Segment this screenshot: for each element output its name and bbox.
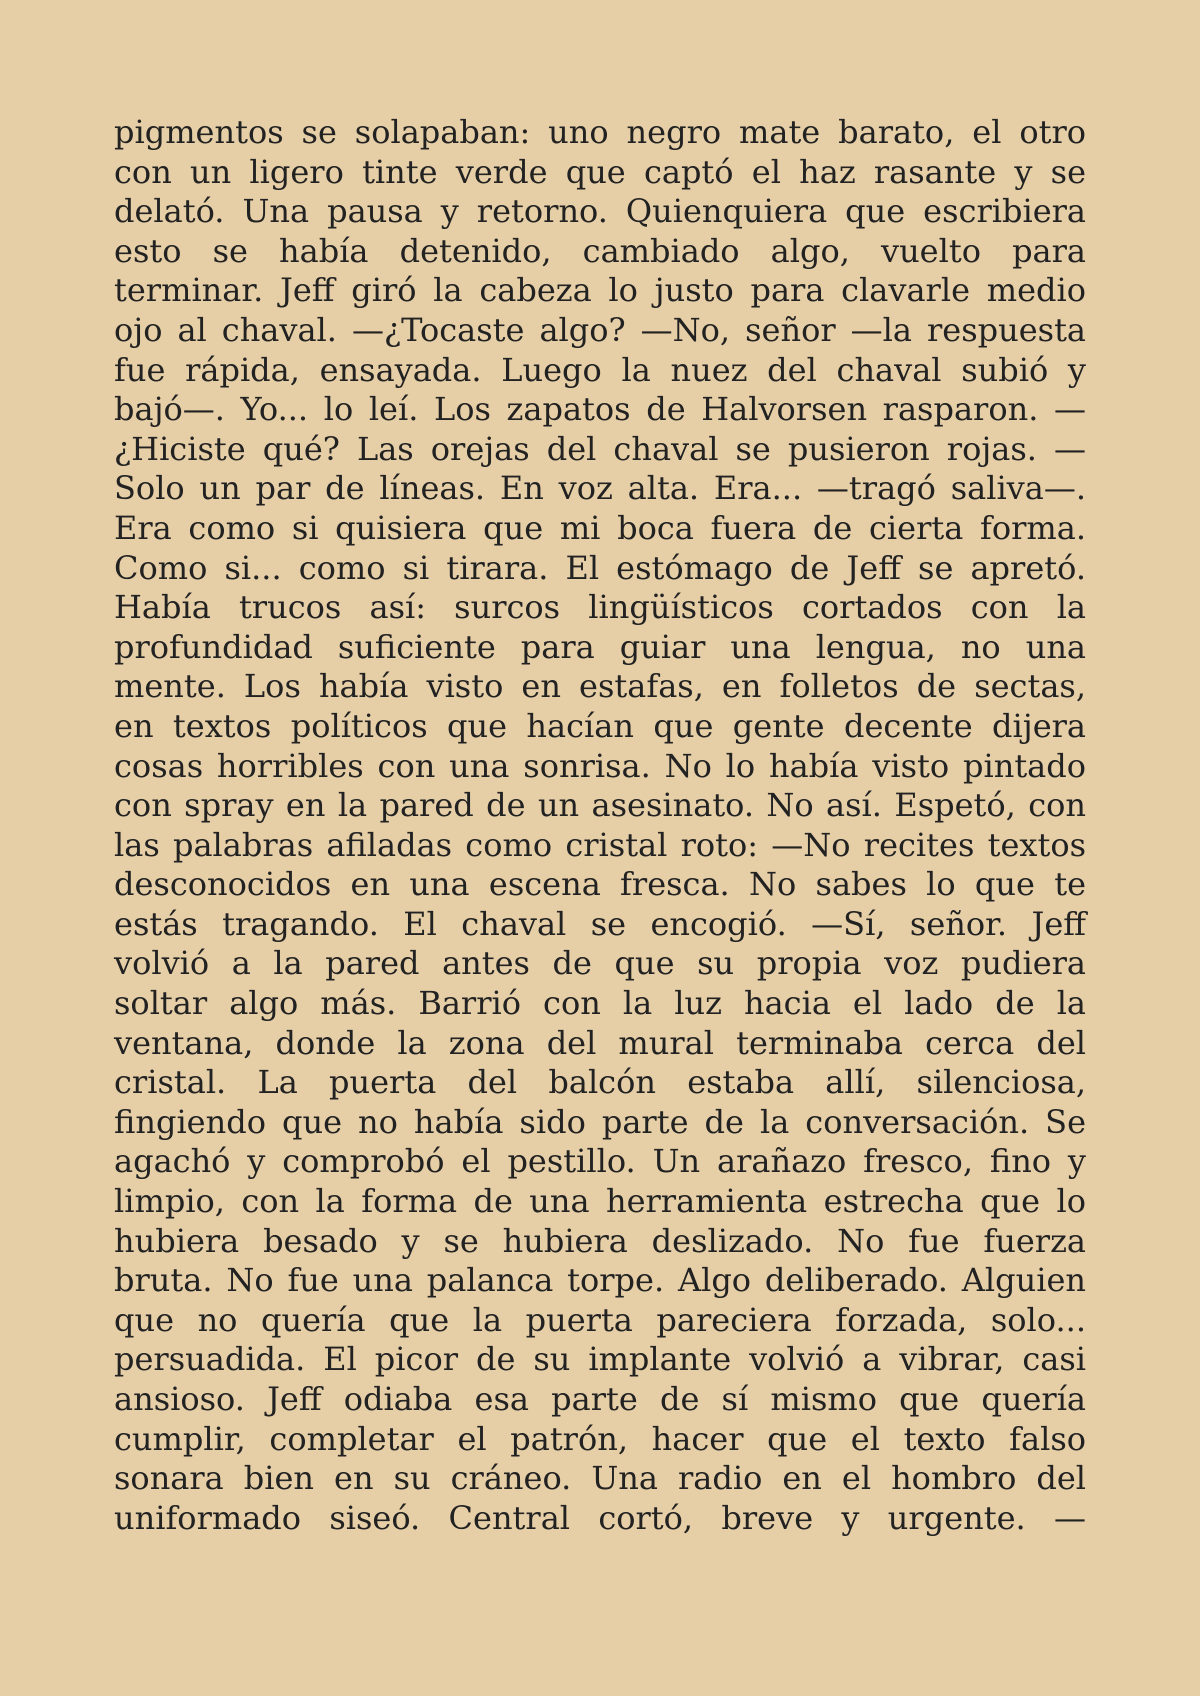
text-line: uniformado siseó. Central cortó, breve y urgente. — xyxy=(114,1498,1086,1537)
text-line: bruta. No fue una palanca torpe. Algo deliberado. Alguien xyxy=(114,1261,1086,1300)
text-line: Como si... como si tirara. El estómago de Jeff se apretó. xyxy=(114,548,1086,587)
text-line: cumplir, completar el patrón, hacer que el texto falso xyxy=(114,1419,1086,1458)
text-line: Había trucos así: surcos lingüísticos cortados con la xyxy=(114,588,1086,627)
text-line: ojo al chaval. —¿Tocaste algo? —No, señor —la respuesta xyxy=(114,310,1086,349)
text-line: hubiera besado y se hubiera deslizado. No fue fuerza xyxy=(114,1221,1086,1260)
text-line: las palabras afiladas como cristal roto: —No recites textos xyxy=(114,825,1086,864)
text-line: soltar algo más. Barrió con la luz hacia el lado de la xyxy=(114,984,1086,1023)
text-line: limpio, con la forma de una herramienta estrecha que lo xyxy=(114,1182,1086,1221)
text-line: profundidad suficiente para guiar una lengua, no una xyxy=(114,627,1086,666)
text-line: persuadida. El picor de su implante volvió a vibrar, casi xyxy=(114,1340,1086,1379)
text-line: fue rápida, ensayada. Luego la nuez del chaval subió y xyxy=(114,350,1086,389)
text-line: mente. Los había visto en estafas, en folletos de sectas, xyxy=(114,667,1086,706)
text-line: terminar. Jeff giró la cabeza lo justo para clavarle medio xyxy=(114,271,1086,310)
body-text xyxy=(114,113,1086,1538)
text-line: sonara bien en su cráneo. Una radio en el hombro del xyxy=(114,1459,1086,1498)
text-line: ventana, donde la zona del mural terminaba cerca del xyxy=(114,1023,1086,1062)
text-line: Era como si quisiera que mi boca fuera de cierta forma. xyxy=(114,508,1086,547)
text-line: que no quería que la puerta pareciera forzada, solo... xyxy=(114,1300,1086,1339)
text-line: con un ligero tinte verde que captó el haz rasante y se xyxy=(114,152,1086,191)
text-line: en textos políticos que hacían que gente decente dijera xyxy=(114,706,1086,745)
text-line: ¿Hiciste qué? Las orejas del chaval se pusieron rojas. — xyxy=(114,429,1086,468)
text-line: delató. Una pausa y retorno. Quienquiera que escribiera xyxy=(114,192,1086,231)
text-line: con spray en la pared de un asesinato. No así. Espetó, con xyxy=(114,786,1086,825)
text-line: pigmentos se solapaban: uno negro mate barato, el otro xyxy=(114,113,1086,151)
text-line: esto se había detenido, cambiado algo, vuelto para xyxy=(114,231,1086,270)
text-line: cosas horribles con una sonrisa. No lo había visto pintado xyxy=(114,746,1086,785)
text-line: estás tragando. El chaval se encogió. —Sí, señor. Jeff xyxy=(114,904,1086,943)
text-line: ansioso. Jeff odiaba esa parte de sí mismo que quería xyxy=(114,1380,1086,1418)
text-line: cristal. La puerta del balcón estaba allí, silenciosa, xyxy=(114,1063,1086,1102)
text-line: fingiendo que no había sido parte de la conversación. Se xyxy=(114,1102,1086,1141)
text-line: volvió a la pared antes de que su propia voz pudiera xyxy=(114,944,1086,983)
text-line: desconocidos en una escena fresca. No sabes lo que te xyxy=(114,865,1086,904)
text-line: bajó—. Yo... lo leí. Los zapatos de Halvorsen rasparon. — xyxy=(114,390,1086,429)
text-line: agachó y comprobó el pestillo. Un arañazo fresco, fino y xyxy=(114,1142,1086,1181)
text-line: Solo un par de líneas. En voz alta. Era... —tragó saliva—. xyxy=(114,469,1086,508)
